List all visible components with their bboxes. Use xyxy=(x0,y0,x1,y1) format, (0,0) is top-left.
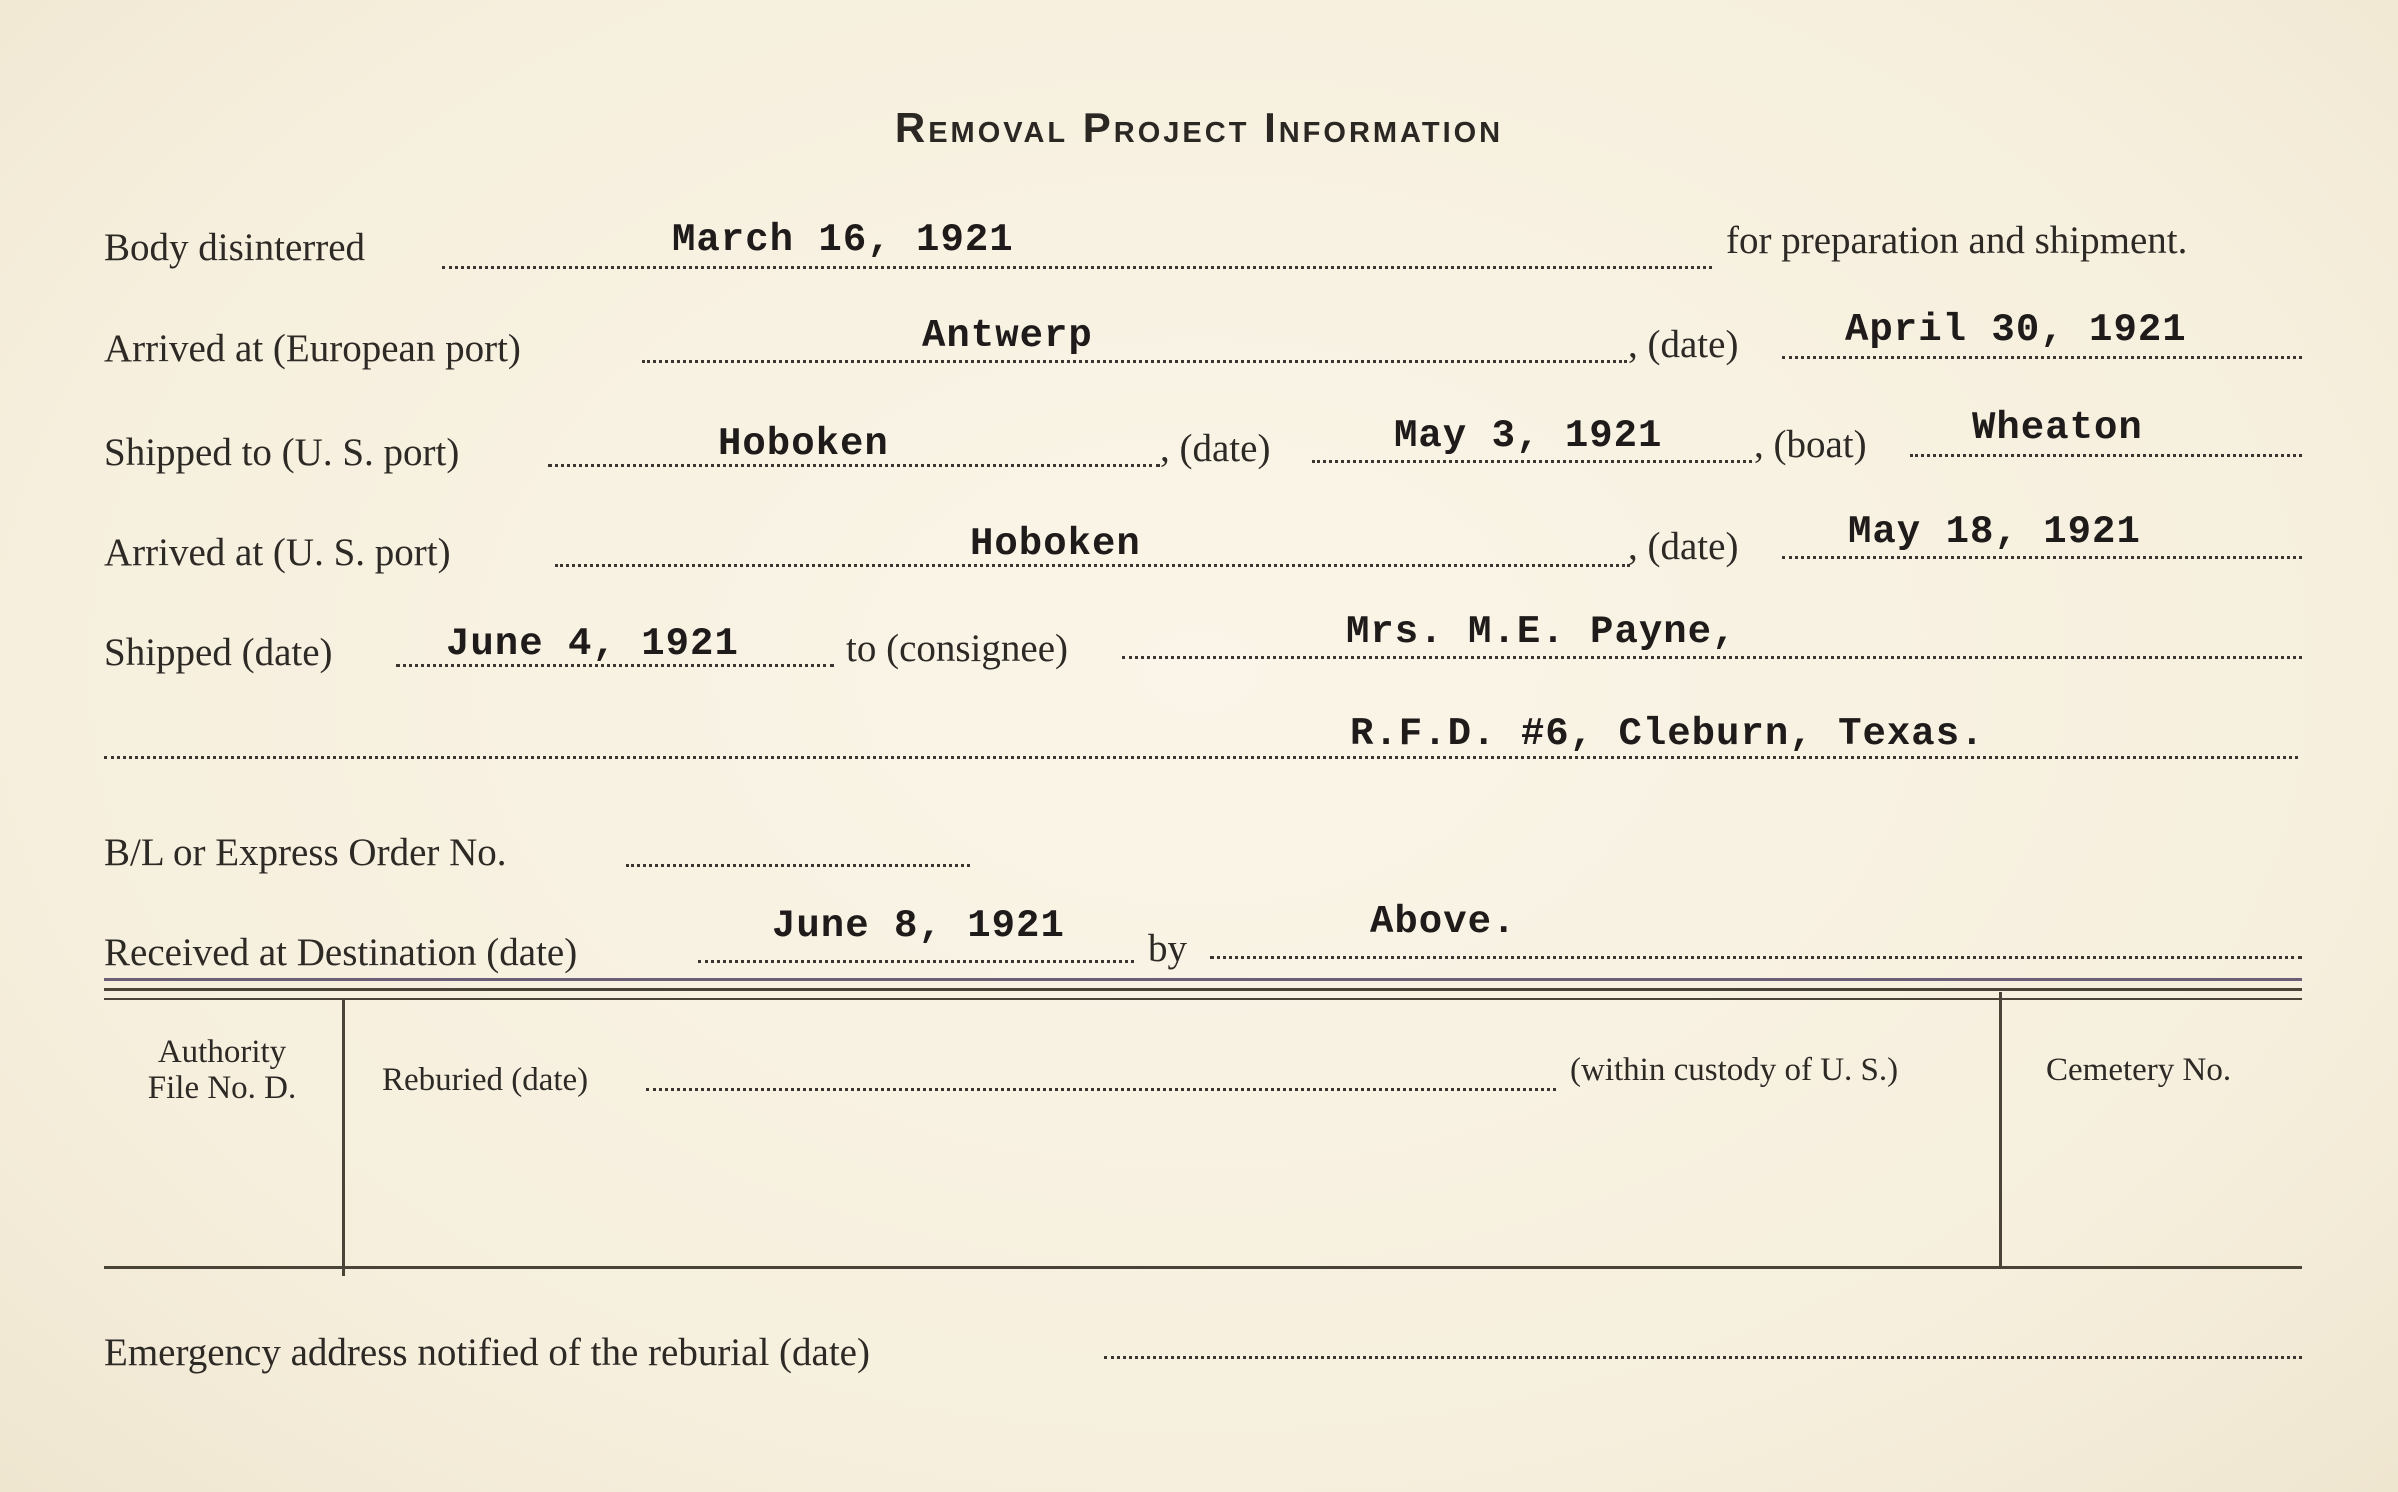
preparation-shipment-text: for preparation and shipment. xyxy=(1726,219,2188,262)
arrived-european-date-line xyxy=(1782,356,2302,359)
shipped-us-boat-value: Wheaton xyxy=(1972,406,2143,450)
arrived-european-date-value: April 30, 1921 xyxy=(1845,308,2187,352)
custody-text: (within custody of U. S.) xyxy=(1570,1052,1899,1088)
consignee-value: Mrs. M.E. Payne, xyxy=(1346,610,1737,654)
received-by-label: by xyxy=(1148,927,1187,970)
received-by-line xyxy=(1210,956,2302,959)
reburied-label: Reburied (date) xyxy=(382,1062,589,1098)
arrived-european-value: Antwerp xyxy=(922,314,1093,358)
body-disinterred-line xyxy=(442,266,1712,269)
consignee-line xyxy=(1122,656,2302,659)
arrived-us-value: Hoboken xyxy=(970,522,1141,566)
body-disinterred-label: Body disinterred xyxy=(104,226,366,269)
authority-divider xyxy=(342,1000,345,1276)
shipped-us-date-label: , (date) xyxy=(1160,427,1271,470)
shipped-us-boat-label: , (boat) xyxy=(1754,423,1867,466)
shipped-date-value: June 4, 1921 xyxy=(446,622,739,666)
authority-line2: File No. D. xyxy=(147,1070,297,1106)
top-rule-third xyxy=(104,998,2302,1000)
received-date-line xyxy=(698,960,1134,963)
shipped-date-label: Shipped (date) xyxy=(104,631,333,674)
top-rule-lower xyxy=(104,988,2302,991)
cemetery-divider xyxy=(1999,992,2002,1266)
received-by-value: Above. xyxy=(1370,900,1517,944)
consignee-address-value: R.F.D. #6, Cleburn, Texas. xyxy=(1350,712,1985,756)
arrived-european-line xyxy=(642,360,1627,363)
arrived-us-date-label: , (date) xyxy=(1628,525,1739,568)
address-line xyxy=(104,756,2298,759)
emergency-line xyxy=(1104,1356,2302,1359)
received-label: Received at Destination (date) xyxy=(104,931,578,974)
arrived-european-label: Arrived at (European port) xyxy=(104,327,521,370)
consignee-label: to (consignee) xyxy=(846,627,1069,670)
bottom-rule xyxy=(104,1266,2302,1269)
bl-order-label: B/L or Express Order No. xyxy=(104,831,507,874)
bl-order-line xyxy=(626,864,970,867)
body-disinterred-value: March 16, 1921 xyxy=(672,218,1014,262)
authority-line1: Authority xyxy=(157,1034,287,1070)
form-title: Removal Project Information xyxy=(894,104,1504,151)
shipped-us-date-value: May 3, 1921 xyxy=(1394,414,1663,458)
shipped-us-value: Hoboken xyxy=(718,422,889,466)
authority-file-label xyxy=(104,1034,340,1106)
arrived-us-label: Arrived at (U. S. port) xyxy=(104,531,451,574)
arrived-european-date-label: , (date) xyxy=(1628,323,1739,366)
emergency-label: Emergency address notified of the reburial (date) xyxy=(104,1331,870,1374)
shipped-us-boat-line xyxy=(1910,454,2302,457)
arrived-us-date-line xyxy=(1782,556,2302,559)
shipped-us-date-line xyxy=(1312,460,1752,463)
shipped-us-label: Shipped to (U. S. port) xyxy=(104,431,460,474)
cemetery-label: Cemetery No. xyxy=(2046,1052,2232,1088)
top-rule-upper xyxy=(104,978,2302,981)
arrived-us-date-value: May 18, 1921 xyxy=(1848,510,2141,554)
reburied-line xyxy=(646,1088,1556,1091)
received-date-value: June 8, 1921 xyxy=(772,904,1065,948)
